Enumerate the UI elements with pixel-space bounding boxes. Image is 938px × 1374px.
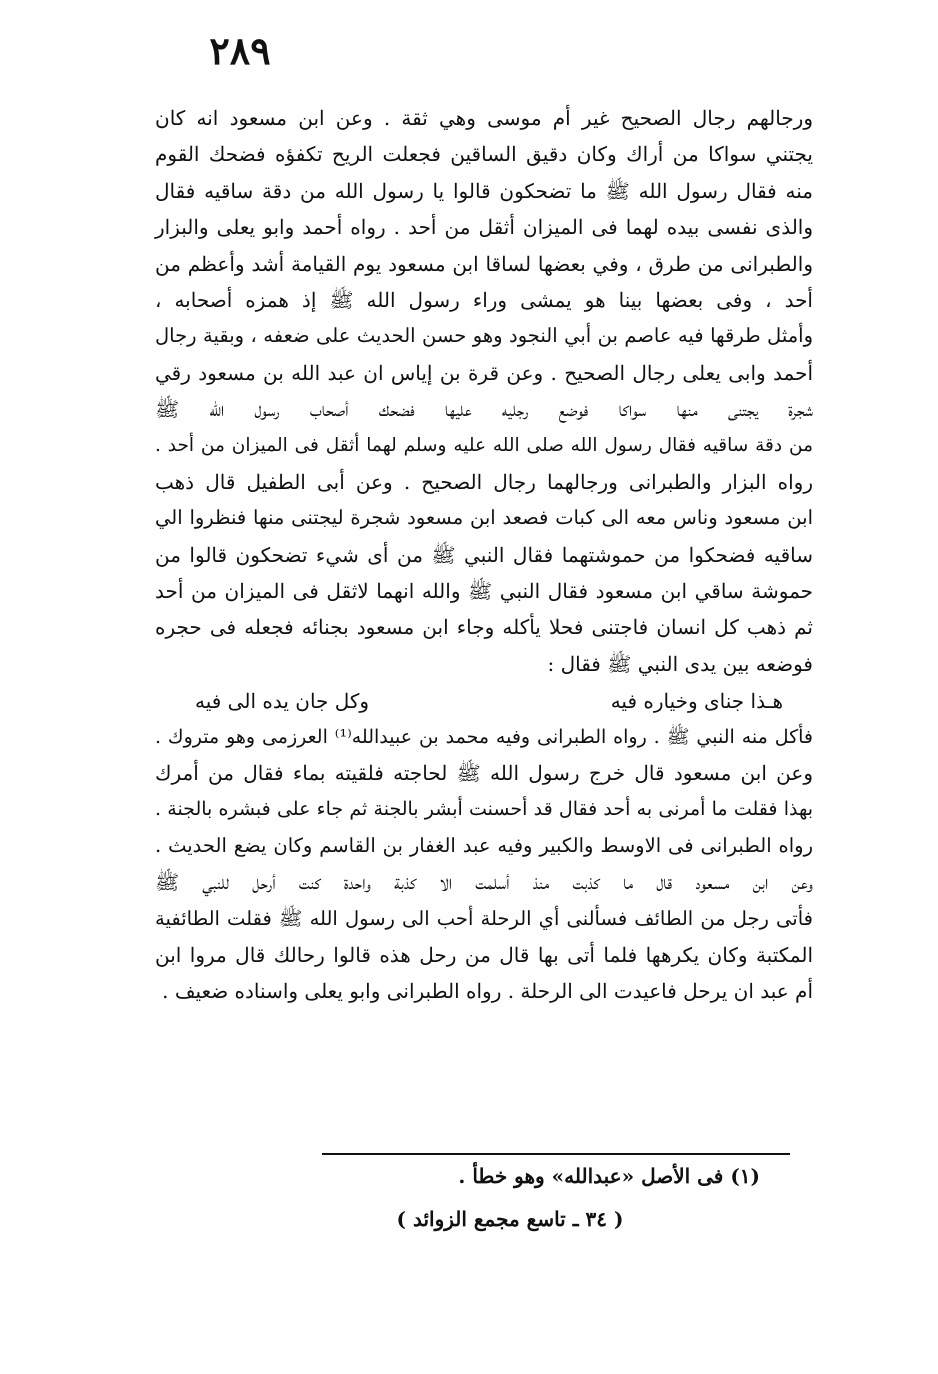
main-text-block (155, 100, 813, 1010)
text-line: وأمثل طرقها فيه عاصم بن أبي النجود وهو حسن الحديث على ضعفه ، وبقية رجال (155, 324, 813, 348)
text-line: من دقة ساقيه فقال رسول الله صلى الله عليه وسلم لهما أثقل فى الميزان من أحد . (155, 434, 813, 456)
text-line: أم عبد ان يرحل فاعيدت الى الرحلة . رواه الطبرانى وابو يعلى واسناده ضعيف . (162, 979, 813, 1004)
poem-hemistich-first: هـذا جناى وخياره فيه (610, 689, 783, 714)
text-line: وعن ابن مسعود قال خرج رسول الله ﷺ لحاجته فلقيته بماء فقال من أمرك (155, 761, 813, 786)
text-line: بهذا فقلت ما أمرنى به أحد فقال قد أحسنت أبشر بالجنة ثم جاء على فبشره بالجنة . (155, 798, 813, 821)
text-line: أحمد وابى يعلى رجال الصحيح . وعن قرة بن إياس ان عبد الله بن مسعود رقي (155, 360, 813, 385)
text-line: ساقيه فضحكوا من حموشتهما فقال النبي ﷺ من أى شيء تضحكون قالوا من (155, 542, 813, 567)
text-line: المكتبة وكان يكرهها فلما أتى بها قال من رحل هذه قالوا رحالك قال مروا ابن (155, 942, 813, 967)
text-line: فأتى رجل من الطائف فسألنى أي الرحلة أحب الى رسول الله ﷺ فقلت الطائفية (155, 906, 813, 930)
text-line: والذى نفسى بيده لهما فى الميزان أثقل من أحد . رواه أحمد وابو يعلى والبزار (155, 215, 813, 240)
printer-signature: ( ٣٤ ـ تاسع مجمع الزوائد ) (396, 1207, 624, 1231)
footnote: (١) فى الأصل «عبدالله» وهو خطأ . (458, 1164, 760, 1188)
poem-verse (155, 682, 813, 718)
text-line: حموشة ساقي ابن مسعود فقال النبي ﷺ والله انهما لاثقل فى الميزان من أحد (155, 579, 813, 604)
text-line: ورجالهم رجال الصحيح غير أم موسى وهي ثقة . وعن ابن مسعود انه كان (155, 106, 813, 130)
text-line: ثم ذهب كل انسان فاجتنى فحلا يأكله وجاء ابن مسعود بجنائه فجعله فى حجره (155, 615, 813, 640)
text-line: رواه البزار والطبرانى ورجالهما رجال الصحيح . وعن أبى الطفيل قال ذهب (155, 469, 813, 494)
text-line: وعن ابن مسعود قال ما كذبت منذ أسلمت الا كذبة واحدة كنت أرحل للنبي ﷺ (155, 870, 813, 895)
footnote-divider (322, 1153, 790, 1155)
text-line: فأكل منه النبي ﷺ . رواه الطبرانى وفيه محمد بن عبيدالله⁽¹⁾ العرزمى وهو متروك . (155, 725, 813, 748)
text-line: ابن مسعود وناس معه الى كبات فصعد ابن مسعود شجرة ليجتنى منها فنظروا الي (155, 506, 813, 530)
page-number: ٢٨٩ (209, 28, 271, 73)
text-line: منه فقال رسول الله ﷺ ما تضحكون قالوا يا رسول الله من دقة ساقيه فقال (155, 178, 813, 203)
poem-hemistich-second: وكل جان يده الى فيه (195, 689, 370, 714)
text-line: والطبرانى من طرق ، وفي بعضها لساقا ابن مسعود يوم القيامة أشد وأعظم من (155, 251, 813, 276)
text-line: فوضعه بين يدى النبي ﷺ فقال : (547, 651, 813, 676)
text-line: رواه الطبرانى فى الاوسط والكبير وفيه عبد الغفار بن القاسم وكان يضع الحديث . (155, 833, 813, 857)
text-line: يجتني سواكا من أراك وكان دقيق الساقين فجعلت الريح تكفؤه فضحك القوم (155, 142, 813, 167)
text-line: شجرة يجتنى منها سواكا فوضع رجليه عليها فضحك أصحاب رسول الله ﷺ (155, 397, 813, 422)
text-line: أحد ، وفى بعضها بينا هو يمشى وراء رسول الله ﷺ إذ همزه أصحابه ، (155, 287, 813, 312)
